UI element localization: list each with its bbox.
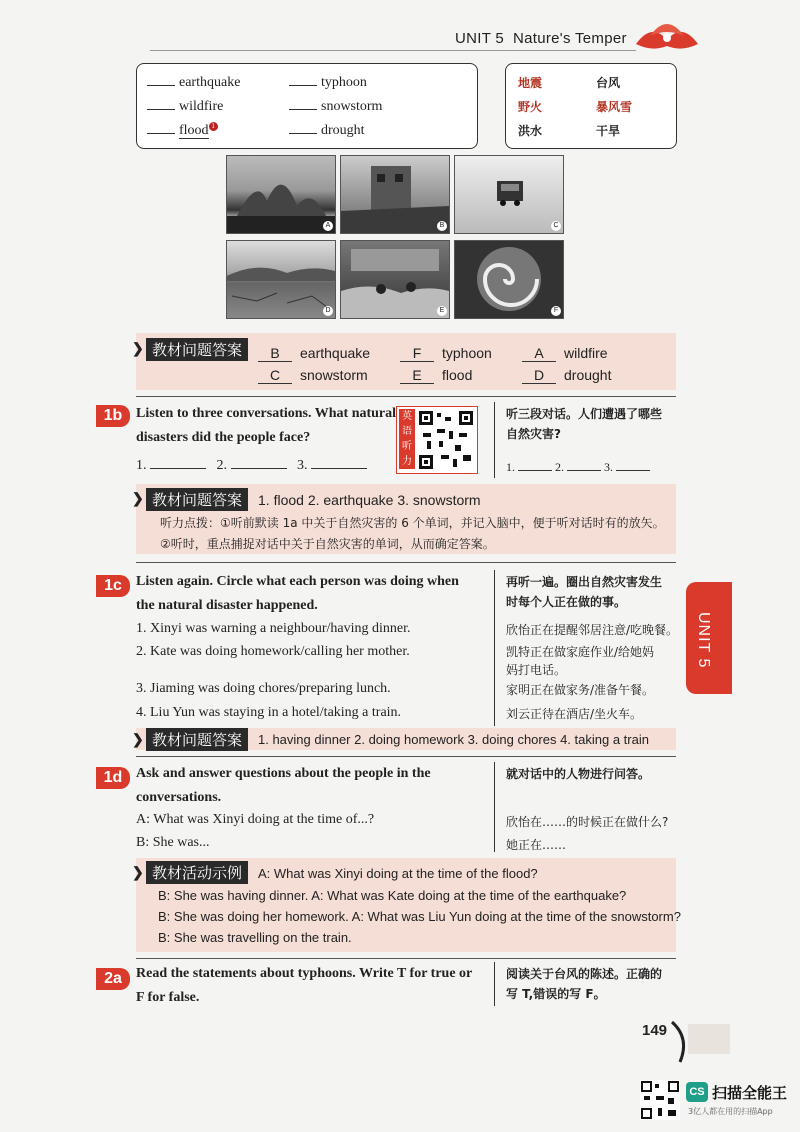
page-corner-ornament-icon	[668, 1018, 732, 1066]
cn-word: 野火	[518, 100, 543, 114]
question-1d: Ask and answer questions about the people in the conversations.	[136, 766, 431, 805]
column-divider	[494, 762, 495, 852]
photo-snowstorm: C	[454, 155, 564, 234]
cn-dialogue-b: 她正在……	[506, 838, 567, 852]
photo-drought: D	[226, 240, 336, 319]
answer-tag: 教材问题答案	[146, 338, 248, 361]
qr-code-icon	[419, 411, 473, 469]
section-marker-2a: 2a	[96, 968, 130, 990]
question-1b: Listen to three conversations. What natural disasters did the people face?	[136, 406, 397, 445]
example-line: B: She was doing her homework. A: What was Liu Yun doing at the time of the snowstorm?	[158, 909, 681, 924]
item-1c-4: 4. Liu Yun was staying in a hotel/taking a train.	[136, 705, 402, 720]
answer-tag: 教材问题答案	[146, 728, 248, 751]
arrow-icon: ❯	[132, 490, 144, 506]
section-marker-1d: 1d	[96, 767, 130, 789]
cn-item: 欣怡正在提醒邻居注意/吃晚餐。	[506, 623, 679, 637]
arrow-icon: ❯	[132, 731, 144, 747]
question-1c: Listen again. Circle what each person was doing when the natural disaster happened.	[136, 574, 459, 613]
cn-word: 干旱	[596, 124, 621, 138]
item-1c-3: 3. Jiaming was doing chores/preparing lunch.	[136, 681, 391, 696]
cn-item: 家明正在做家务/准备午餐。	[506, 683, 655, 697]
footer-app-name: 扫描全能王	[712, 1084, 788, 1102]
section-marker-1b: 1b	[96, 405, 130, 427]
cn-word: 地震	[518, 76, 543, 90]
column-divider	[494, 962, 495, 1006]
item-1c-1: 1. Xinyi was warning a neighbour/having dinner.	[136, 621, 411, 636]
answer-item: E flood	[400, 367, 472, 384]
qr-code-block[interactable]	[396, 406, 478, 474]
divider	[136, 396, 676, 397]
page-number: 149	[642, 1022, 668, 1039]
arrow-icon: ❯	[132, 864, 144, 880]
answer-item: B earthquake	[258, 345, 370, 362]
cn-word: 台风	[596, 76, 621, 90]
item-1c-2: 2. Kate was doing homework/calling her mother.	[136, 644, 410, 659]
lotus-ornament-icon	[632, 14, 702, 56]
example-line: B: She was travelling on the train.	[158, 930, 352, 945]
divider	[136, 562, 676, 563]
answer-tag: 教材问题答案	[146, 488, 248, 511]
word-box	[136, 63, 478, 149]
footer-app-tagline: 3亿人都在用的扫描App	[688, 1107, 773, 1116]
word-item: earthquake	[147, 73, 240, 91]
cn-instruction-1d: 就对话中的人物进行问答。	[506, 767, 651, 781]
answer-item: F typhoon	[400, 345, 492, 362]
answers-1b: 1. flood 2. earthquake 3. snowstorm	[258, 492, 481, 508]
example-line: B: She was having dinner. A: What was Kate doing at the time of the earthquake?	[158, 888, 627, 903]
word-item: snowstorm	[289, 97, 382, 115]
divider	[136, 958, 676, 959]
cn-item: 凯特正在做家庭作业/给她妈	[506, 645, 655, 659]
column-divider	[494, 570, 495, 726]
unit-title: UNIT 5 Nature's Temper	[455, 30, 627, 47]
photo-typhoon: F	[454, 240, 564, 319]
chinese-word-box	[505, 63, 677, 149]
cn-instruction-2a: 阅读关于台风的陈述。正确的 写 T,错误的写 F。	[506, 967, 663, 1001]
section-marker-1c: 1c	[96, 575, 130, 597]
note-marker-icon: 1	[209, 122, 218, 131]
example-line: A: What was Xinyi doing at the time of the flood?	[258, 866, 538, 881]
photo-earthquake: B	[340, 155, 450, 234]
dialogue-a: A: What was Xinyi doing at the time of...?	[136, 812, 375, 827]
qr-label: 英语听力	[399, 409, 415, 469]
column-divider	[494, 402, 495, 478]
word-item: flood 1	[147, 121, 218, 139]
answer-item: D drought	[522, 367, 611, 384]
cn-item: 刘云正待在酒店/坐火车。	[506, 707, 643, 721]
word-item: drought	[289, 121, 365, 139]
answer-item: A wildfire	[522, 345, 608, 362]
activity-tag: 教材活动示例	[146, 861, 248, 884]
cn-blank-line-1b: 1. 2. 3.	[506, 460, 650, 475]
divider	[136, 756, 676, 757]
answers-1c: 1. having dinner 2. doing homework 3. doing chores 4. taking a train	[258, 732, 649, 747]
page-header	[0, 0, 800, 60]
arrow-icon: ❯	[132, 340, 144, 356]
photo-wildfire: A	[226, 155, 336, 234]
dialogue-b: B: She was...	[136, 835, 210, 850]
footer-qr-icon	[640, 1080, 680, 1120]
cn-word: 暴风雪	[596, 100, 633, 114]
word-item: typhoon	[289, 73, 367, 91]
header-rule	[150, 50, 636, 51]
answer-item: C snowstorm	[258, 367, 368, 384]
blank-line-1b: 1. 2. 3.	[136, 458, 367, 474]
question-2a: Read the statements about typhoons. Write T for true or F for false.	[136, 966, 473, 1005]
scanner-app-logo-icon: CS	[686, 1082, 708, 1102]
cn-instruction-1c: 再听一遍。圈出自然灾害发生 时每个人正在做的事。	[506, 575, 663, 609]
listening-tip-2: ②听时，重点捕捉对话中关于自然灾害的单词，从而确定答案。	[160, 537, 495, 551]
unit-side-tab: UNIT 5	[686, 582, 732, 694]
listening-tip-1: 听力点拨：①听前默读 1a 中关于自然灾害的 6 个单词，并记入脑中，便于听对话时有的放矢。	[160, 516, 665, 530]
word-item: wildfire	[147, 97, 223, 115]
photo-flood: E	[340, 240, 450, 319]
cn-dialogue-a: 欣怡在……的时候正在做什么?	[506, 815, 669, 829]
cn-instruction-1b: 听三段对话。人们遭遇了哪些 自然灾害?	[506, 407, 663, 441]
cn-item: 妈打电话。	[506, 663, 567, 677]
cn-word: 洪水	[518, 124, 543, 138]
